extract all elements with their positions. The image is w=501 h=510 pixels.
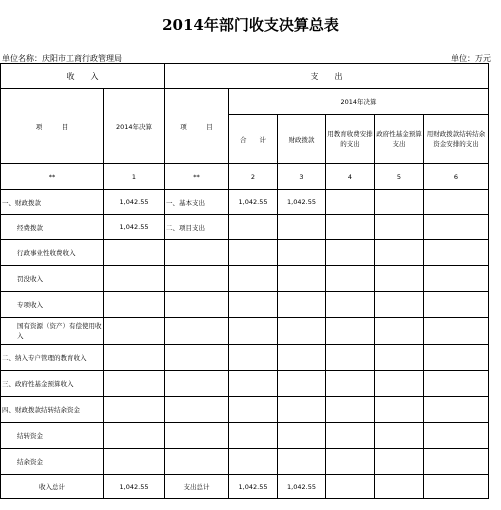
expense-item <box>165 449 229 475</box>
income-item: 经费拨款 <box>1 215 104 240</box>
income-item: 国有资源（资产）有偿使用收入 <box>1 318 104 345</box>
income-final-header: 2014年决算 <box>104 89 165 164</box>
total-value: 1,042.55 <box>229 475 278 499</box>
expense-item <box>165 397 229 423</box>
index-cell: ** <box>165 164 229 190</box>
table-row <box>1 318 489 345</box>
index-cell: 2 <box>229 164 278 190</box>
income-value <box>104 397 165 423</box>
total-value <box>229 423 278 449</box>
total-value <box>229 345 278 371</box>
report-title: 2014年部门收支决算总表 <box>162 16 339 34</box>
table-row <box>1 266 489 292</box>
index-cell: 1 <box>104 164 165 190</box>
expense-final-header: 2014年决算 <box>229 89 489 115</box>
total-value <box>229 215 278 240</box>
table-row <box>1 345 489 371</box>
fiscal-value <box>278 449 326 475</box>
income-value <box>104 345 165 371</box>
income-value: 1,042.55 <box>104 190 165 215</box>
expense-item <box>165 371 229 397</box>
income-value <box>104 240 165 266</box>
income-value <box>104 423 165 449</box>
expense-header: 支 出 <box>165 64 489 89</box>
income-item: 专项收入 <box>1 292 104 318</box>
fiscal-value <box>278 215 326 240</box>
fiscal-value <box>278 266 326 292</box>
fiscal-value <box>278 423 326 449</box>
table-row <box>1 423 489 449</box>
income-total-value: 1,042.55 <box>104 475 165 499</box>
total-header: 合 计 <box>229 115 278 164</box>
income-item: 一、财政拨款 <box>1 190 104 215</box>
fiscal-value <box>278 345 326 371</box>
expense-item <box>165 423 229 449</box>
totals-row <box>1 475 489 499</box>
income-item: 四、财政拨款结转结余资金 <box>1 397 104 423</box>
table-row <box>1 190 489 215</box>
expense-item <box>165 240 229 266</box>
income-value <box>104 371 165 397</box>
unit-name: 单位名称：庆阳市工商行政管理局 <box>2 54 122 63</box>
income-total-label: 收入总计 <box>1 475 104 499</box>
fiscal-value: 1,042.55 <box>278 190 326 215</box>
expense-item: 一、基本支出 <box>165 190 229 215</box>
income-item: 行政事业性收费收入 <box>1 240 104 266</box>
edu-fee-header: 用教育收费安排的支出 <box>326 115 375 164</box>
total-value <box>229 371 278 397</box>
income-value <box>104 449 165 475</box>
income-item: 三、政府性基金预算收入 <box>1 371 104 397</box>
expense-item: 二、项目支出 <box>165 215 229 240</box>
gov-fund-header: 政府性基金预算支出 <box>375 115 424 164</box>
total-value <box>229 266 278 292</box>
total-value: 1,042.55 <box>229 190 278 215</box>
total-value <box>229 292 278 318</box>
income-value <box>104 292 165 318</box>
income-item: 罚没收入 <box>1 266 104 292</box>
income-item: 结余资金 <box>1 449 104 475</box>
fiscal-value <box>278 397 326 423</box>
income-value <box>104 266 165 292</box>
index-cell: 4 <box>326 164 375 190</box>
income-value <box>104 318 165 345</box>
index-cell: 3 <box>278 164 326 190</box>
total-value <box>229 397 278 423</box>
total-value <box>229 318 278 345</box>
total-value <box>229 449 278 475</box>
expense-item <box>165 266 229 292</box>
table-row <box>1 371 489 397</box>
income-item-header: 项 目 <box>1 89 104 164</box>
index-cell: 6 <box>424 164 489 190</box>
expense-total-label: 支出总计 <box>165 475 229 499</box>
index-cell: ** <box>1 164 104 190</box>
fiscal-value <box>278 371 326 397</box>
currency-unit: 单位：万元 <box>451 54 491 63</box>
table-row <box>1 215 489 240</box>
index-cell: 5 <box>375 164 424 190</box>
income-item: 二、纳入专户管理的教育收入 <box>1 345 104 371</box>
expense-item <box>165 318 229 345</box>
income-header: 收 入 <box>1 64 165 89</box>
expense-item-header: 项 目 <box>165 89 229 164</box>
carryover-header: 用财政拨款结转结余资金安排的支出 <box>424 115 489 164</box>
fiscal-header: 财政拨款 <box>278 115 326 164</box>
table-row <box>1 449 489 475</box>
total-value <box>229 240 278 266</box>
fiscal-value <box>278 292 326 318</box>
summary-table <box>0 63 489 499</box>
table-row <box>1 397 489 423</box>
table-row <box>1 240 489 266</box>
fiscal-value <box>278 318 326 345</box>
fiscal-value: 1,042.55 <box>278 475 326 499</box>
fiscal-value <box>278 240 326 266</box>
income-value: 1,042.55 <box>104 215 165 240</box>
table-row <box>1 292 489 318</box>
expense-item <box>165 292 229 318</box>
expense-item <box>165 345 229 371</box>
income-item: 结转资金 <box>1 423 104 449</box>
